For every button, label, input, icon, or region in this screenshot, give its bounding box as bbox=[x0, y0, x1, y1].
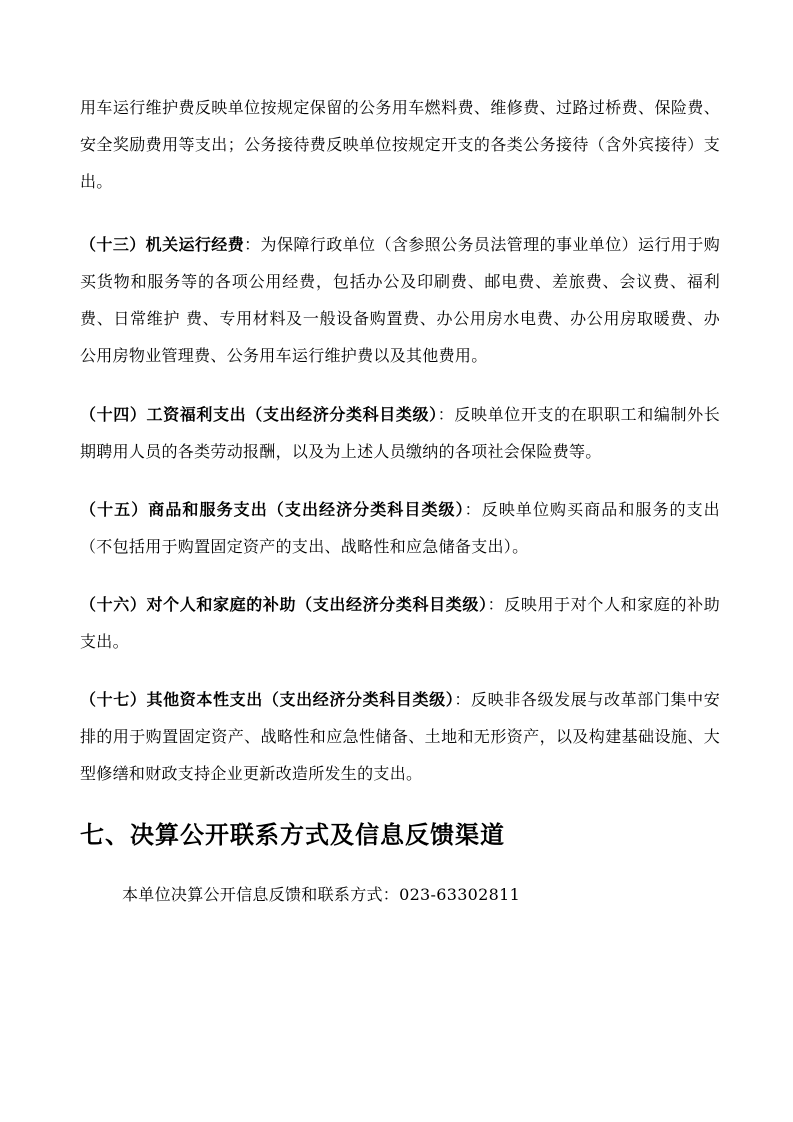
paragraph-vehicle-reception bbox=[80, 89, 720, 200]
contact-line: 本单位决算公开信息反馈和联系方式：023-63302811 bbox=[122, 885, 521, 904]
paragraph-wage-welfare bbox=[80, 396, 720, 470]
paragraph-lead: （十七）其他资本性支出（支出经济分类科目类级） bbox=[80, 690, 455, 709]
paragraph-goods-services bbox=[80, 491, 720, 565]
paragraph-text: ：为保障行政单位（含参照公务员法管理的事业单位）运行用于购买货物和服务等的各项公用经费，包括办公及印刷费、邮电费、差旅费、会议费、福利费、日常维护 费、专用材料及一般设备购置费、办公用房水电费、办公用房取暖费、办公用房物业管理费、公务用车运行维护费以及其他费用。 bbox=[80, 235, 720, 365]
paragraph-text: ：反映单位开支的在职职工和编制外长期聘用人员的各类劳动报酬，以及为上述人员缴纳的各项社会保险费等。 bbox=[80, 405, 720, 461]
paragraph-other-capital bbox=[80, 681, 720, 792]
paragraph-lead: （十五）商品和服务支出（支出经济分类科目类级） bbox=[80, 500, 465, 519]
paragraph-household-subsidy bbox=[80, 586, 720, 660]
paragraph-lead: （十六）对个人和家庭的补助（支出经济分类科目类级） bbox=[80, 595, 488, 614]
paragraph-text: ：反映用于对个人和家庭的补助支出。 bbox=[80, 595, 720, 651]
paragraph-text: ：反映非各级发展与改革部门集中安排的用于购置固定资产、战略性和应急性储备、土地和无形资产，以及构建基础设施、大型修缮和财政支持企业更新改造所发生的支出。 bbox=[80, 690, 720, 783]
paragraph-text: 用车运行维护费反映单位按规定保留的公务用车燃料费、维修费、过路过桥费、保险费、安全奖励费用等支出；公务接待费反映单位按规定开支的各类公务接待（含外宾接待）支出。 bbox=[80, 98, 720, 191]
paragraph-lead: （十四）工资福利支出（支出经济分类科目类级） bbox=[80, 405, 438, 424]
paragraph-office-operating-funds bbox=[80, 226, 720, 374]
section-heading: 七、决算公开联系方式及信息反馈渠道 bbox=[80, 821, 505, 849]
paragraph-text: ：反映单位购买商品和服务的支出（不包括用于购置固定资产的支出、战略性和应急储备支出）。 bbox=[80, 500, 720, 556]
paragraph-lead: （十三）机关运行经费 bbox=[80, 235, 245, 254]
